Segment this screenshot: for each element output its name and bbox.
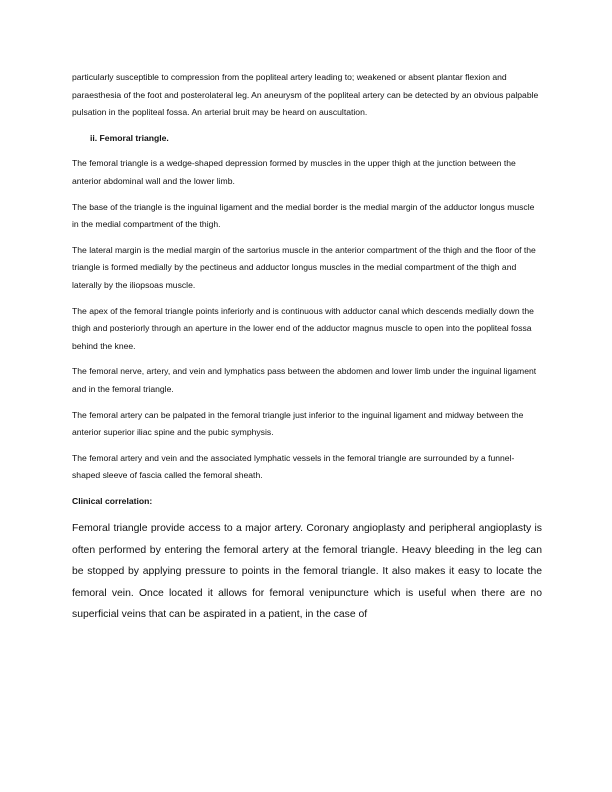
paragraph-triangle-base: The base of the triangle is the inguinal ligament and the medial border is the medial margin of the adductor longus muscle in the medial compartment of the thigh. [72,201,535,230]
document-page [72,69,542,626]
paragraph-femoral-triangle-definition: The femoral triangle is a wedge-shaped depression formed by muscles in the upper thigh at the junction between the anterior abdominal wall and the lower limb. [72,158,516,186]
paragraph-contents: The femoral nerve, artery, and vein and lymphatics pass between the abdomen and lower limb under the inguinal ligament and in the femoral triangle. [72,366,537,394]
paragraph-femoral-artery-palpation: The femoral artery can be palpated in the femoral triangle just inferior to the inguinal ligament and midway between the anterior superior iliac spine and the pubic symphysis. [72,409,524,438]
paragraph-clinical-correlation: Femoral triangle provide access to a major artery. Coronary angioplasty and peripheral angioplasty is often performed by entering the femoral artery at the femoral triangle. Heavy bleeding in the leg can be stopped by applying pressure to points in the femoral triangle. It also makes it easy to locate the femoral vein. Once located it allows for femoral venipuncture which is useful when there are no superficial veins that can be aspirated in a patient, in the case of [72,523,542,621]
paragraph-femoral-sheath: The femoral artery and vein and the associated lymphatic vessels in the femoral triangle are surrounded by a funnel-shaped sleeve of fascia called the femoral sheath. [72,452,515,481]
section-heading-femoral-triangle: ii. Femoral triangle. [90,132,169,143]
paragraph-popliteal-compression: particularly susceptible to compression from the popliteal artery leading to; weakened or absent plantar flexion and paraesthesia of the foot and posterolateral leg. An aneurysm of the popliteal artery can be detected by an obvious palpable pulsation in the popliteal fossa. An arterial bruit may be heard on auscultation. [72,72,539,118]
paragraph-lateral-margin: The lateral margin is the medial margin of the sartorius muscle in the anterior compartment of the thigh and the floor of the triangle is formed medially by the pectineus and adductor longus muscles in the medial compartment of the thigh and laterally by the iliopsoas muscle. [72,244,536,290]
section-heading-clinical-correlation: Clinical correlation: [72,495,153,506]
paragraph-triangle-apex: The apex of the femoral triangle points inferiorly and is continuous with adductor canal which descends medially down the thigh and posteriorly through an aperture in the lower end of the adductor magnus muscle to open into the popliteal fossa behind the knee. [72,305,534,351]
